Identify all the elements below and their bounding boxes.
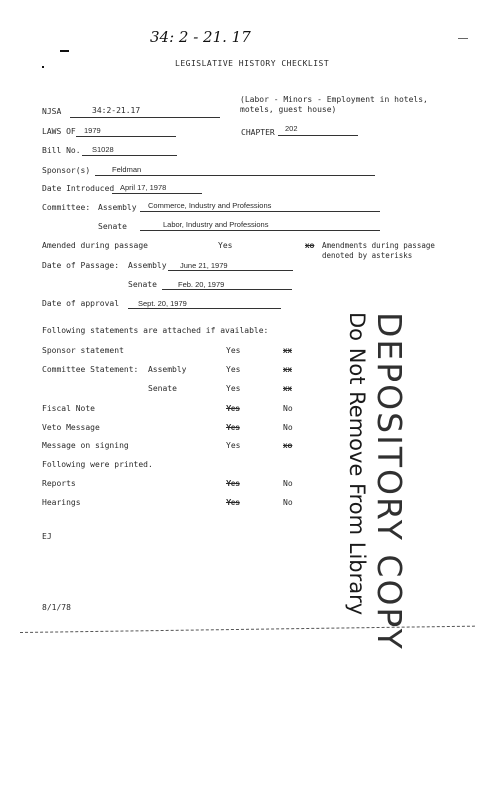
statement-no-sponsor: xx	[283, 346, 292, 355]
depository-stamp	[330, 312, 409, 651]
statement-label-committee-senate: Senate	[148, 384, 177, 393]
amended-label: Amended during passage	[42, 241, 148, 250]
committee-senate-underline	[140, 230, 380, 231]
passage-assembly-underline	[168, 270, 293, 271]
chapter-value: 202	[285, 124, 298, 133]
statement-no-veto-message: No	[283, 423, 293, 432]
handwritten-statute-number: 34: 2 - 21. 17	[150, 28, 251, 46]
date-of-approval-label: Date of approval	[42, 299, 120, 308]
sponsor-label: Sponsor(s)	[42, 166, 91, 175]
printed-yes-reports: Yes	[226, 479, 240, 488]
passage-senate-label: Senate	[128, 280, 157, 289]
statement-yes-veto-message: Yes	[226, 423, 240, 432]
bill-no-underline	[82, 155, 177, 156]
njsa-value: 34:2-21.17	[92, 106, 141, 115]
bill-no-label: Bill No.	[42, 146, 81, 155]
passage-assembly-label: Assembly	[128, 261, 167, 270]
stamp-line-depository-copy: DEPOSITORY COPY	[370, 312, 409, 651]
date-introduced-underline	[112, 193, 202, 194]
statements-header: Following statements are attached if available:	[42, 326, 269, 335]
chapter-label: CHAPTER	[241, 128, 275, 137]
subject-note: (Labor - Minors - Employment in hotels, motels, guest house)	[240, 95, 428, 114]
committee-assembly-underline	[140, 211, 380, 212]
passage-senate-value: Feb. 20, 1979	[178, 280, 225, 289]
amendments-note: Amendments during passage denoted by asterisks	[322, 241, 435, 260]
laws-of-value: 1979	[84, 126, 101, 135]
initials: EJ	[42, 532, 52, 541]
njsa-underline	[70, 117, 220, 118]
laws-of-label: LAWS OF	[42, 127, 76, 136]
passage-senate-underline	[162, 289, 292, 290]
sponsor-underline	[95, 175, 375, 176]
date-of-approval-value: Sept. 20, 1979	[138, 299, 187, 308]
date-introduced-value: April 17, 1978	[120, 183, 167, 192]
printed-yes-hearings: Yes	[226, 498, 240, 507]
statement-yes-message-on-signing: Yes	[226, 441, 241, 450]
date-introduced-label: Date Introduced	[42, 184, 115, 193]
passage-assembly-value: June 21, 1979	[180, 261, 228, 270]
page-title: LEGISLATIVE HISTORY CHECKLIST	[175, 59, 330, 68]
statement-label-committee-assembly: Committee Statement: Assembly	[42, 365, 187, 374]
footer-date: 8/1/78	[42, 603, 71, 612]
date-of-approval-underline	[128, 308, 281, 309]
statement-no-message-on-signing: xo	[283, 441, 293, 450]
statement-label-message-on-signing: Message on signing	[42, 441, 129, 450]
pen-mark	[60, 50, 69, 52]
njsa-label: NJSA	[42, 107, 62, 116]
statement-label-fiscal-note: Fiscal Note	[42, 404, 95, 413]
printed-no-hearings: No	[283, 498, 293, 507]
committee-senate-label: Senate	[98, 222, 127, 231]
statement-no-committee-assembly: xx	[283, 365, 292, 374]
statement-yes-sponsor: Yes	[226, 346, 241, 355]
statement-no-fiscal-note: No	[283, 404, 293, 413]
printed-label-reports: Reports	[42, 479, 76, 488]
laws-of-underline	[76, 136, 176, 137]
pen-mark	[42, 66, 44, 68]
amended-no: xo	[305, 241, 315, 250]
statement-yes-committee-assembly: Yes	[226, 365, 241, 374]
statement-no-committee-senate: xx	[283, 384, 292, 393]
statement-label-veto-message: Veto Message	[42, 423, 100, 432]
date-of-passage-label: Date of Passage:	[42, 261, 120, 270]
printed-header: Following were printed.	[42, 460, 153, 469]
sponsor-value: Feldman	[112, 165, 142, 174]
pen-mark	[458, 38, 468, 39]
statement-yes-fiscal-note: Yes	[226, 404, 240, 413]
amended-yes: Yes	[218, 241, 233, 250]
printed-label-hearings: Hearings	[42, 498, 81, 507]
statement-label-sponsor: Sponsor statement	[42, 346, 124, 355]
bill-no-value: S1028	[92, 145, 114, 154]
printed-no-reports: No	[283, 479, 293, 488]
committee-assembly-value: Commerce, Industry and Professions	[148, 201, 272, 210]
committee-assembly-label: Assembly	[98, 203, 137, 212]
committee-senate-value: Labor, Industry and Professions	[163, 220, 269, 229]
statement-yes-committee-senate: Yes	[226, 384, 241, 393]
chapter-underline	[278, 135, 358, 136]
committee-label: Committee:	[42, 203, 91, 212]
stamp-line-do-not-remove: Do Not Remove From Library	[345, 312, 369, 616]
